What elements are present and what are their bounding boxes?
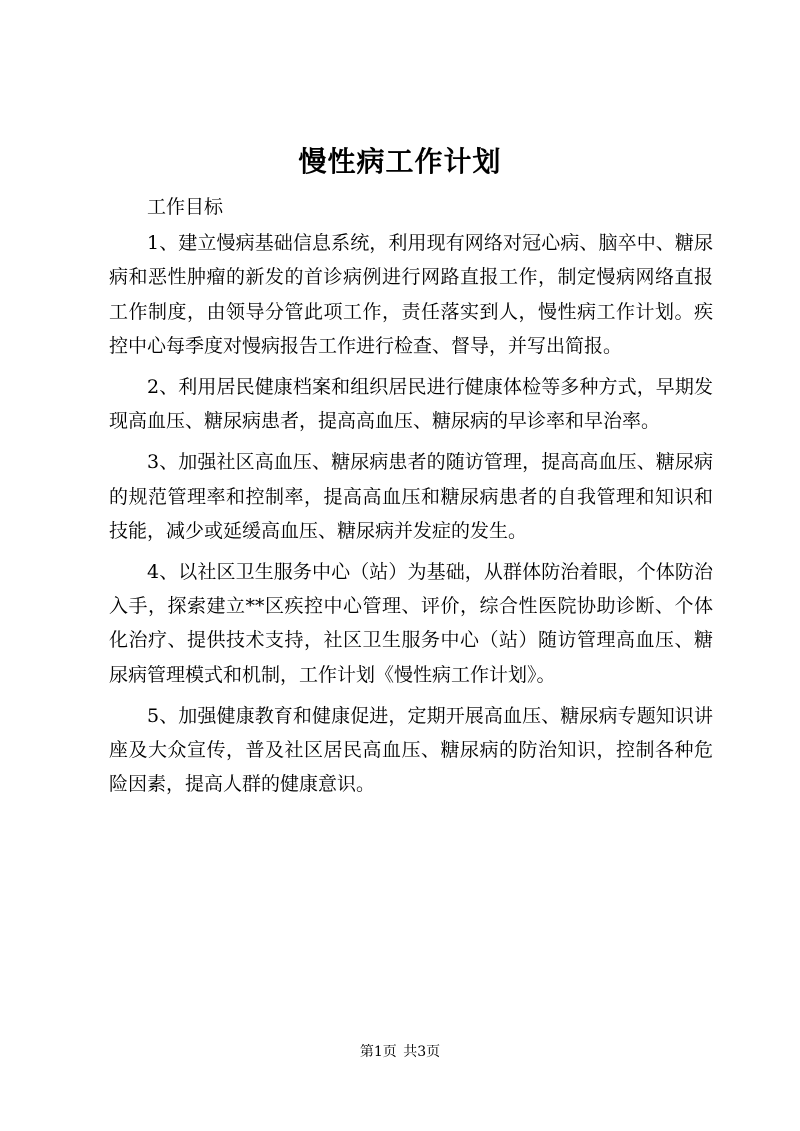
section-heading: 工作目标 bbox=[147, 196, 224, 218]
document-title: 慢性病工作计划 bbox=[298, 145, 502, 178]
paragraph-goal-5: 5、加强健康教育和健康促进，定期开展高血压、糖尿病专题知识讲座及大众宣传，普及社区居民高血压、糖尿病的防治知识，控制各种危险因素，提高人群的健康意识。 bbox=[109, 704, 713, 796]
document-body bbox=[109, 190, 713, 808]
paragraph-goal-2: 2、利用居民健康档案和组织居民进行健康体检等多种方式，早期发现高血压、糖尿病患者，提高高血压、糖尿病的早诊率和早治率。 bbox=[109, 376, 713, 433]
paragraph-goal-4: 4、以社区卫生服务中心（站）为基础，从群体防治着眼，个体防治入手，探索建立**区疾控中心管理、评价，综合性医院协助诊断、个体化治疗、提供技术支持，社区卫生服务中心（站）随访管理高血压、糖尿病管理模式和机制，工作计划《慢性病工作计划》。 bbox=[109, 561, 713, 686]
page-number-footer: 第1页 共3页 bbox=[359, 1044, 441, 1060]
paragraph-goal-1: 1、建立慢病基础信息系统，利用现有网络对冠心病、脑卒中、糖尿病和恶性肿瘤的新发的首诊病例进行网路直报工作，制定慢病网络直报工作制度，由领导分管此项工作，责任落实到人，慢性病工作计划。疾控中心每季度对慢病报告工作进行检查、督导，并写出简报。 bbox=[109, 232, 713, 357]
paragraph-goal-3: 3、加强社区高血压、糖尿病患者的随访管理，提高高血压、糖尿病的规范管理率和控制率，提高高血压和糖尿病患者的自我管理和知识和技能，减少或延缓高血压、糖尿病并发症的发生。 bbox=[109, 451, 713, 542]
